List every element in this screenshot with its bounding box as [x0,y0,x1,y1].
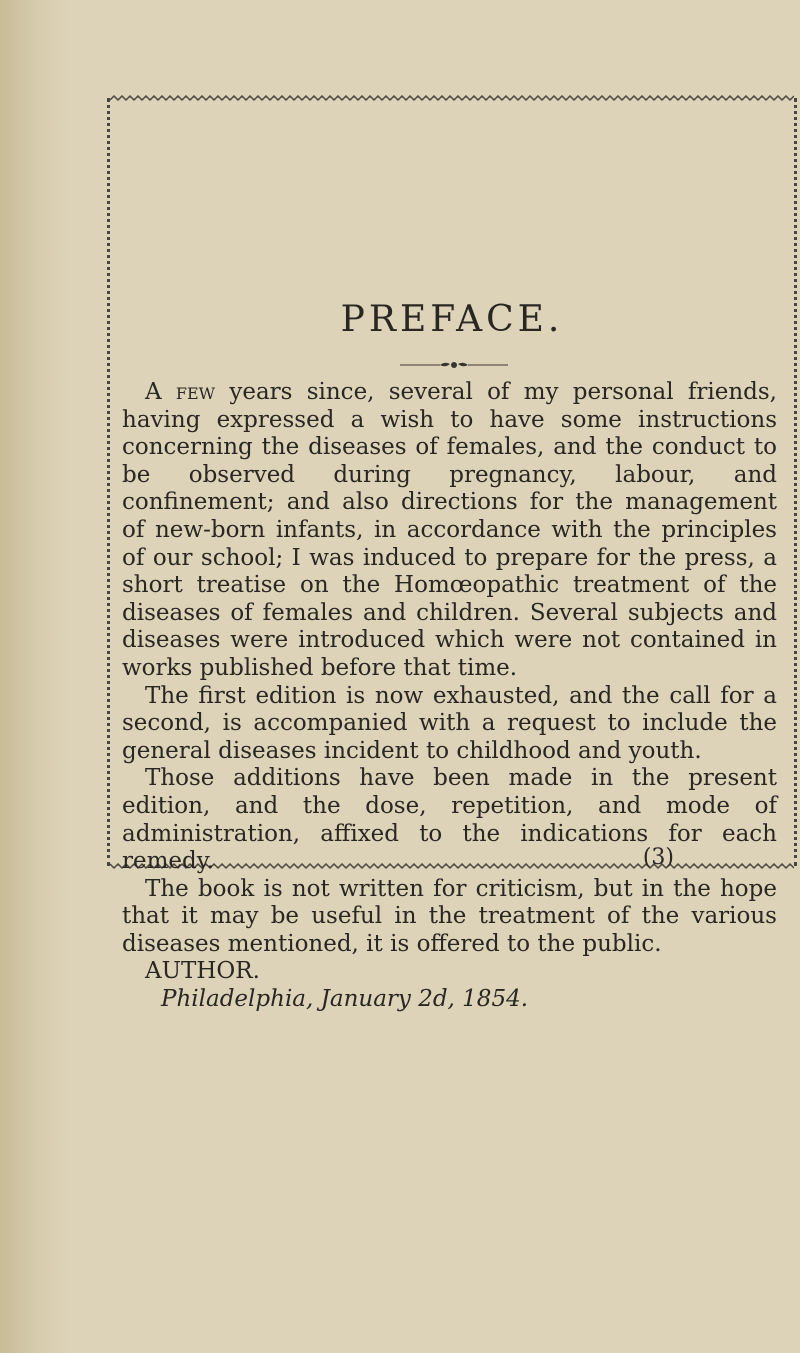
page-number: (3) [642,845,674,870]
author-signature: AUTHOR. [145,958,260,985]
decorative-border-frame [107,98,797,1013]
page-title: PREFACE. [340,299,564,340]
border-top [110,94,794,102]
dateline: Philadelphia, January 2d, 1854. [161,986,529,1013]
paragraph-1 [122,379,777,683]
paragraph-2: The first edition is now exhausted, and the call for a second, is accompanied with a request to include the general diseases incident to childhood and youth. [122,682,777,764]
preface-body [122,379,777,1014]
page-edge-shadow [0,0,70,1353]
title-ornament [110,356,794,368]
paragraph-1-text: years since, several of my personal friends, having expressed a wish to have some instructions concerning the diseases of females, and the conduct to be observed during pregnancy, labour, and confinement; and also directions for the management of new-born infants, in accordance with the principles of our school; I was induced to prepare for the press, a short treatise on the Homœopathic treatment of the diseases of females and children. Several subjects and diseases were introduced which were not contained in works published before that time. [122,379,777,681]
paragraph-4: The book is not written for criticism, but in the hope that it may be useful in the treatment of the various diseases mentioned, it is offered to the public. [122,875,777,957]
paragraph-3: Those additions have been made in the present edition, and the dose, repetition, and mode of administration, affixed to the indications for each remedy. [122,765,777,875]
opening-words: A few [145,379,216,405]
